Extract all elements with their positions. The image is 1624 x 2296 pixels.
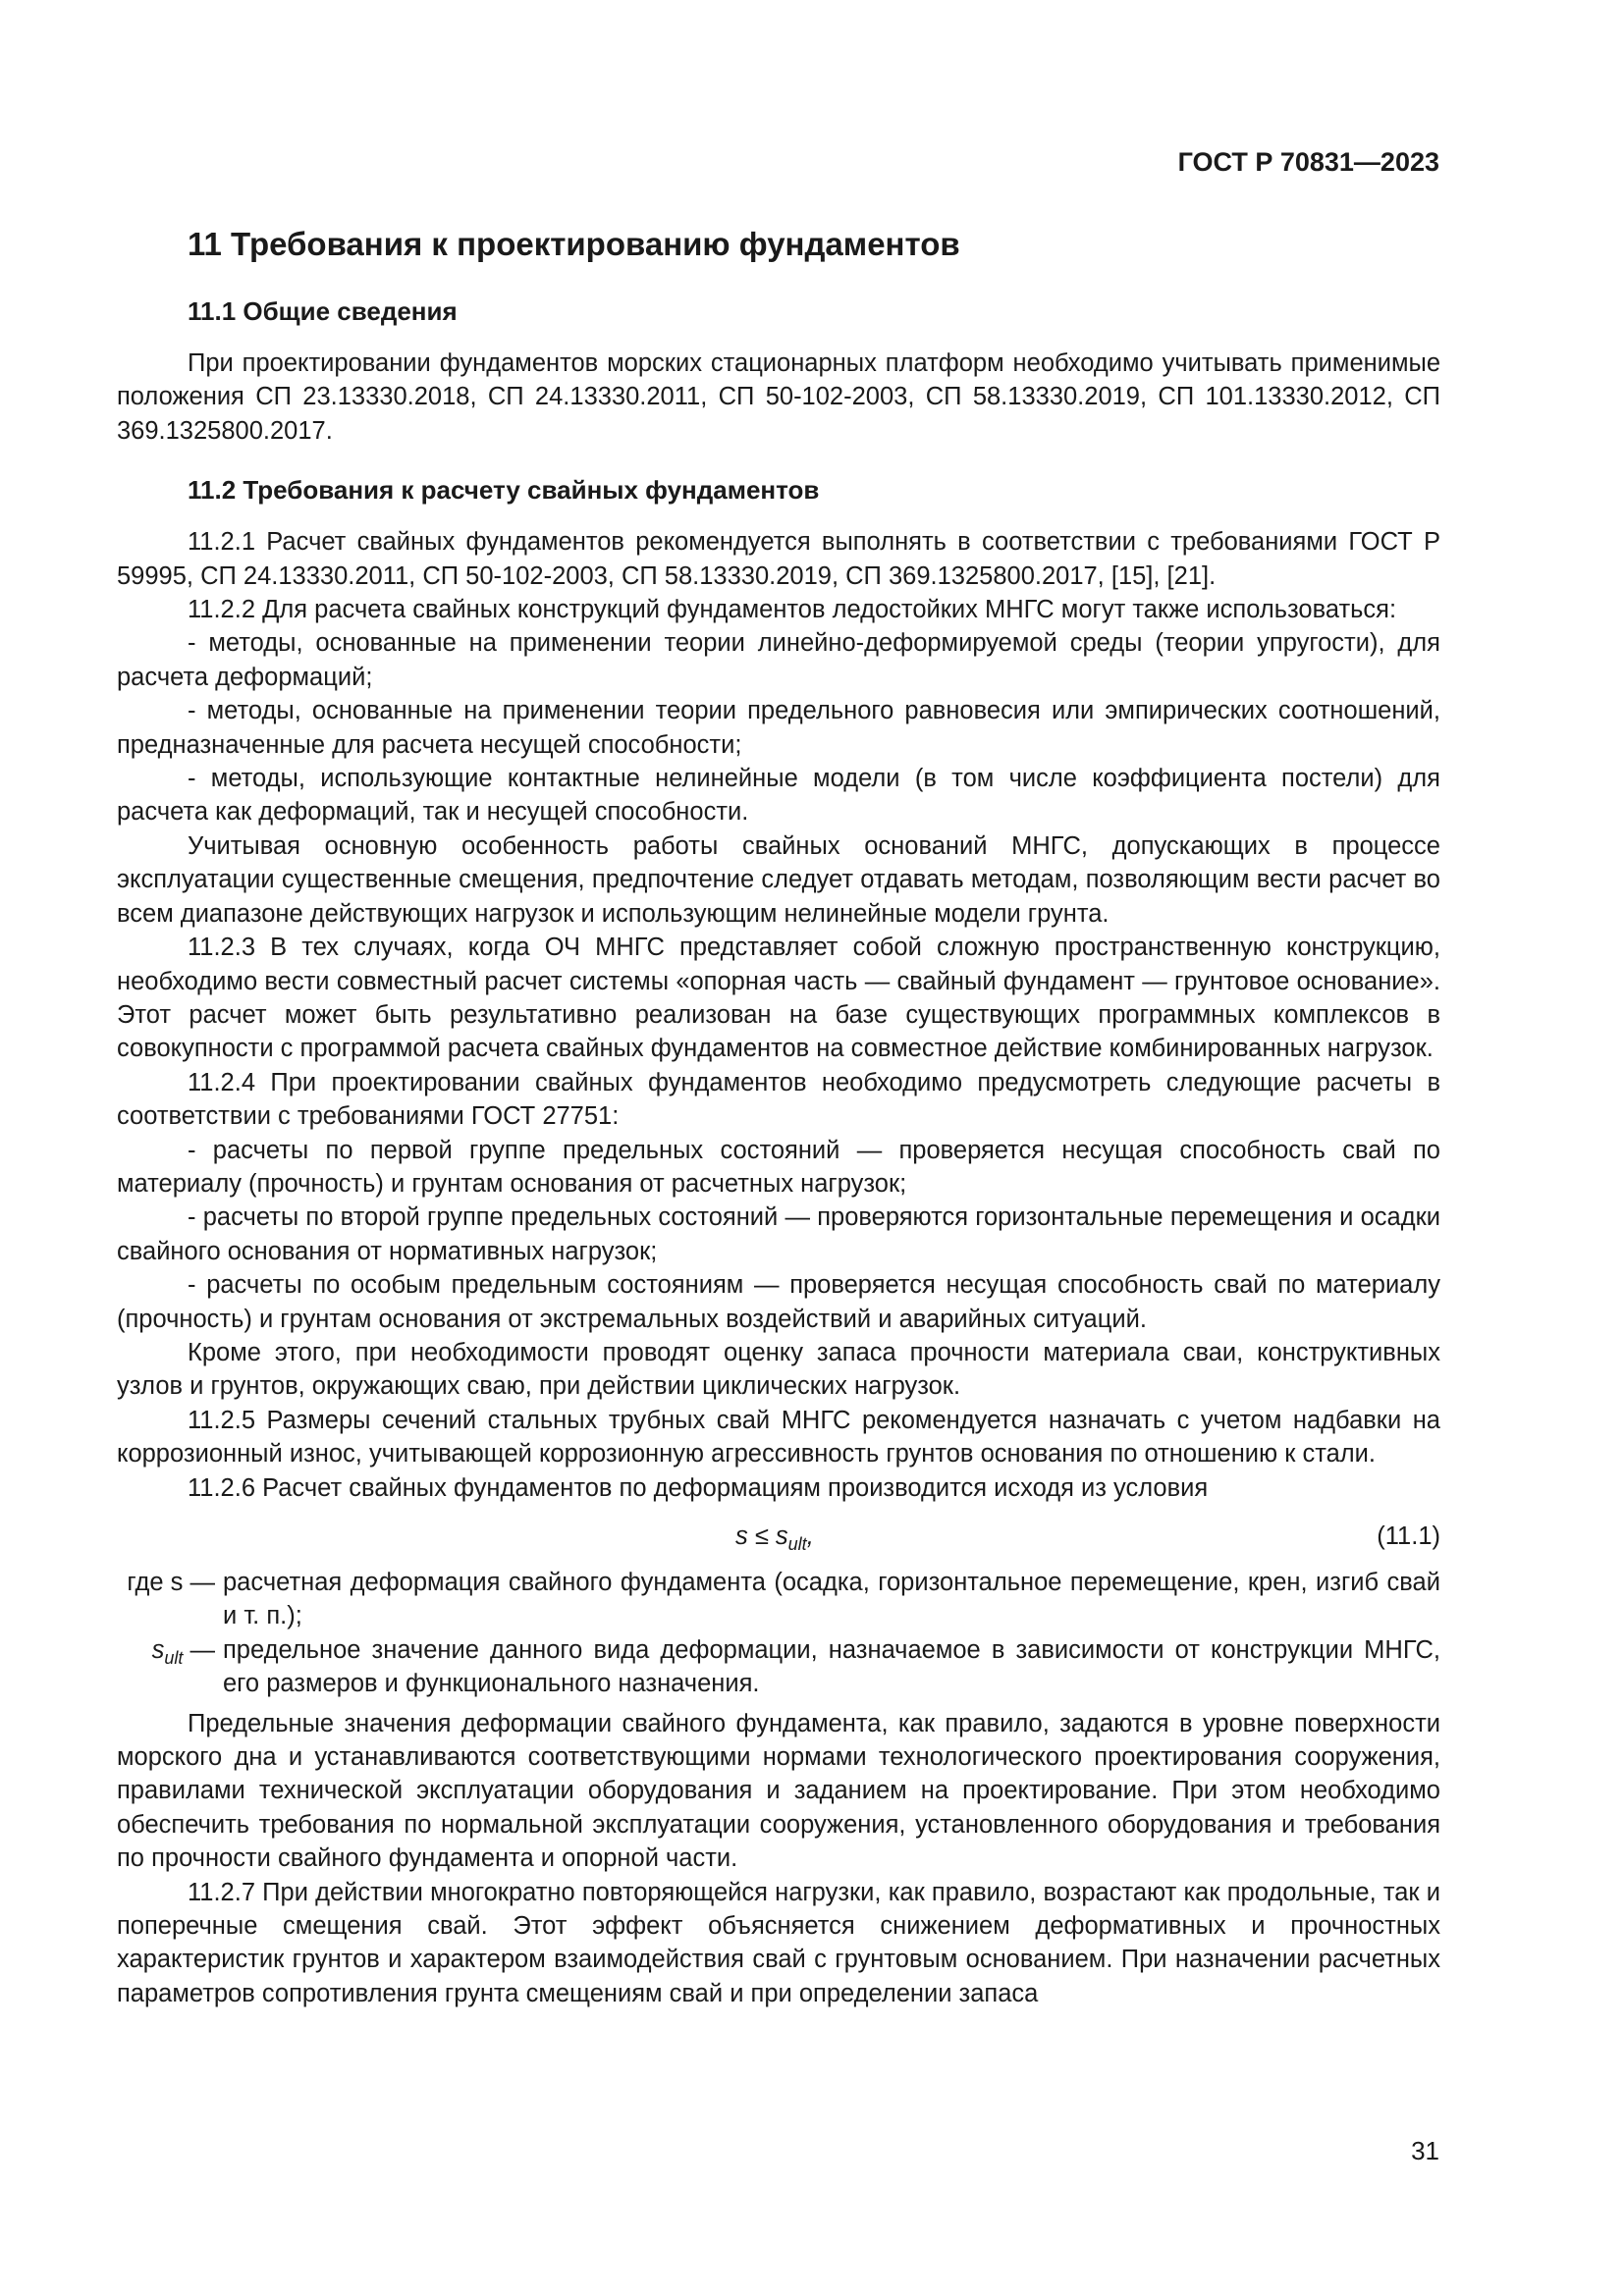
paragraph-11-2-4: 11.2.4 При проектировании свайных фундаментов необходимо предусмотреть следующие расчеты в соответствии с требованиями ГОСТ 27751: [117, 1068, 1440, 1131]
definition-text-s: расчетная деформация свайного фундамента (осадка, горизонтальное перемещение, крен, изгиб свай и т. п.); [223, 1569, 1440, 1630]
formula-expression: $s \le s_{ult}$, [735, 1522, 814, 1554]
paragraph-11-2-1: 11.2.1 Расчет свайных фундаментов рекомендуется выполнять в соответствии с требованиями ГОСТ Р 59995, СП 24.13330.2011, СП 50-102-2003, СП 58.13330.2019, СП 369.1325800.2017, [15], [21]. [117, 528, 1440, 590]
list-item: - методы, основанные на применении теории предельного равновесия или эмпирических соотношений, предназначенные для расчета несущей способности; [117, 697, 1440, 759]
paragraph-11-1: При проектировании фундаментов морских стационарных платформ необходимо учитывать применимые положения СП 23.13330.2018, СП 24.13330.2011, СП 50-102-2003, СП 58.13330.2019, СП 101.13330.2012, СП 369.1325800.2017. [117, 349, 1440, 445]
list-item: - расчеты по особым предельным состояниям — проверяется несущая способность свай по материалу (прочность) и грунтам основания от экстремальных воздействий и аварийных ситуаций. [117, 1271, 1440, 1333]
formula-definitions [117, 1566, 1440, 1701]
paragraph-11-2-4-note: Кроме этого, при необходимости проводят оценку запаса прочности материала сваи, конструктивных узлов и грунтов, окружающих сваю, при действии циклических нагрузок. [117, 1338, 1440, 1401]
page-content [117, 218, 1440, 2010]
paragraph-11-2-5: 11.2.5 Размеры сечений стальных трубных свай МНГС рекомендуется назначать с учетом надбавки на коррозионный износ, учитывающей коррозионную агрессивность грунтов основания по отношению к стали. [117, 1406, 1440, 1468]
section-title: 11 Требования к проектированию фундаментов [188, 226, 960, 262]
definition-symbol-s: где s — [127, 1569, 215, 1596]
paragraph-11-2-2-note: Учитывая основную особенность работы свайных оснований МНГС, допускающих в процессе эксплуатации существенные смещения, предпочтение следует отдавать методам, позволяющим вести расчет во всем диапазоне действующих нагрузок и использующим нелинейные модели грунта. [117, 831, 1440, 928]
formula-11-1 [117, 1519, 1440, 1558]
paragraph-11-2-7: 11.2.7 При действии многократно повторяющейся нагрузки, как правило, возрастают как продольные, так и поперечные смещения свай. Этот эффект объясняется снижением деформативных и прочностных характеристик грунтов и характером взаимодействия свай с грунтовым основанием. При назначении расчетных параметров сопротивления грунта смещениям свай и при определении запаса [117, 1878, 1440, 2007]
paragraph-11-2-6: 11.2.6 Расчет свайных фундаментов по деформациям производится исходя из условия [188, 1473, 1209, 1502]
list-item: - методы, основанные на применении теории линейно-деформируемой среды (теории упругости), для расчета деформаций; [117, 629, 1440, 691]
list-item: - методы, использующие контактные нелинейные модели (в том числе коэффициента постели) для расчета как деформаций, так и несущей способности. [117, 765, 1440, 827]
definition-symbol-sult: $s_{ult}$ — [151, 1635, 215, 1668]
subsection-title-11-2: 11.2 Требования к расчету свайных фундаментов [188, 475, 820, 506]
list-item: - расчеты по второй группе предельных состояний — проверяются горизонтальные перемещения и осадки свайного основания от нормативных нагрузок; [117, 1203, 1440, 1265]
page-number: 31 [1411, 2136, 1439, 2165]
paragraph-11-2-3: 11.2.3 В тех случаях, когда ОЧ МНГС представляет собой сложную пространственную конструкцию, необходимо вести совместный расчет системы «опорная часть — свайный фундамент — грунтовое основание». Этот расчет может быть результативно реализован на базе существующих программных комплексов в совокупности с программой расчета свайных фундаментов на совместное действие комбинированных нагрузок. [117, 934, 1440, 1063]
paragraph-11-2-2: 11.2.2 Для расчета свайных конструкций фундаментов ледостойких МНГС могут также использоваться: [188, 596, 1397, 624]
document-code-header: ГОСТ Р 70831—2023 [1177, 147, 1439, 177]
subsection-title-11-1: 11.1 Общие сведения [188, 296, 458, 326]
definition-text-sult: предельное значение данного вида деформации, назначаемое в зависимости от конструкции МНГС, его размеров и функционального назначения. [223, 1635, 1440, 1698]
formula-number: (11.1) [1377, 1522, 1440, 1550]
list-item: - расчеты по первой группе предельных состояний — проверяется несущая способность свай по материалу (прочность) и грунтам основания от расчетных нагрузок; [117, 1136, 1440, 1198]
paragraph-11-2-6-limits: Предельные значения деформации свайного фундамента, как правило, задаются в уровне поверхности морского дна и устанавливаются соответствующими нормами технологического проектирования сооружения, правилами технической эксплуатации оборудования и заданием на проектирование. При этом необходимо обеспечить требования по нормальной эксплуатации сооружения, установленного оборудования и требования по прочности свайного фундамента и опорной части. [117, 1709, 1440, 1873]
